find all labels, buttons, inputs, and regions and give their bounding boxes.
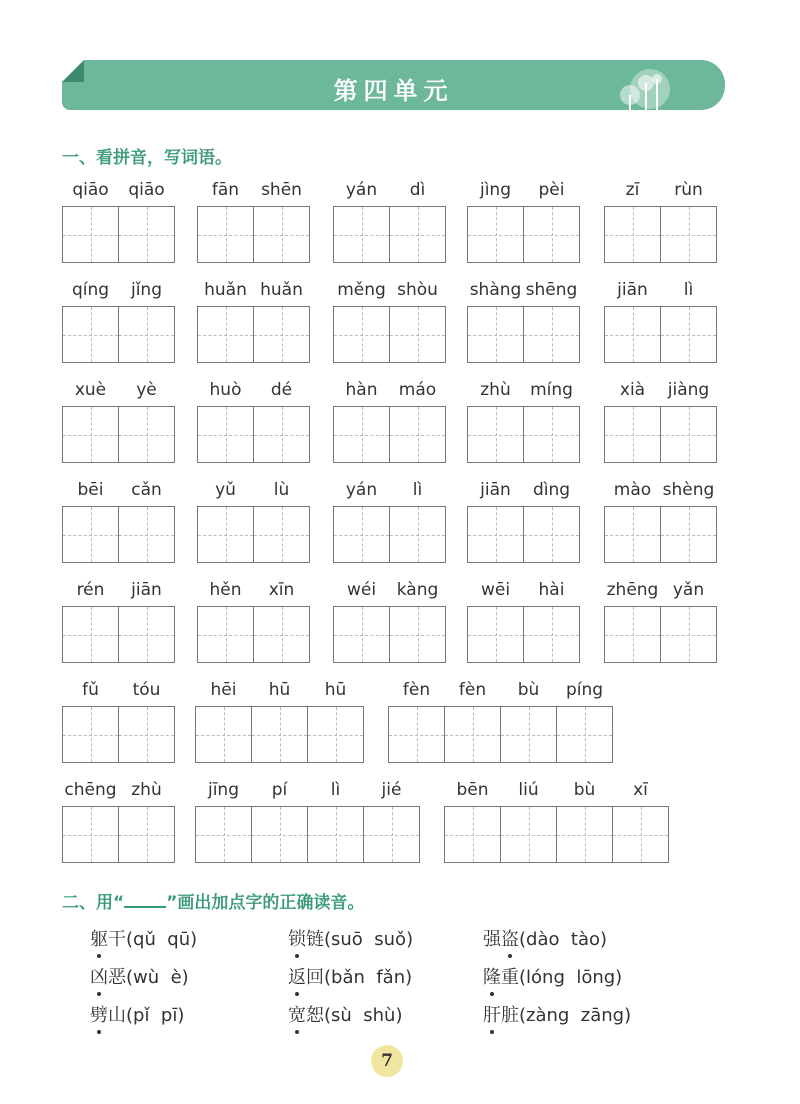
pinyin-syllable: zī xyxy=(625,180,640,200)
writing-boxes xyxy=(62,706,174,763)
plain-character: 山 xyxy=(108,1005,126,1026)
pinyin-syllable: jiàng xyxy=(667,380,710,400)
writing-boxes xyxy=(333,606,445,663)
writing-cell[interactable] xyxy=(62,306,119,363)
pinyin-syllable: mào xyxy=(613,480,652,500)
writing-cell[interactable] xyxy=(253,206,310,263)
writing-boxes xyxy=(604,306,716,363)
pinyin-syllable: qíng xyxy=(71,280,110,300)
writing-cell[interactable] xyxy=(500,706,557,763)
writing-cell[interactable] xyxy=(444,806,501,863)
dotted-character: 返 xyxy=(288,963,306,989)
dotted-character: 劈 xyxy=(90,1001,108,1027)
pinyin-syllable: dé xyxy=(270,380,293,400)
pinyin-syllable: chēng xyxy=(64,780,117,800)
writing-cell[interactable] xyxy=(523,506,580,563)
pinyin-syllable: rén xyxy=(76,580,105,600)
writing-cell[interactable] xyxy=(197,606,254,663)
writing-cell[interactable] xyxy=(253,406,310,463)
pinyin-syllable: jīng xyxy=(207,780,239,800)
writing-boxes xyxy=(467,606,579,663)
pinyin-syllable: fǔ xyxy=(82,680,99,700)
pinyin-syllable: zhù xyxy=(131,780,162,800)
pinyin-syllable: qiāo xyxy=(128,180,165,200)
writing-cell[interactable] xyxy=(467,306,524,363)
plain-character: 强 xyxy=(483,929,501,950)
writing-cell[interactable] xyxy=(333,506,390,563)
pinyin-syllable: fèn xyxy=(402,680,431,700)
writing-cell[interactable] xyxy=(467,606,524,663)
pinyin-syllable: rùn xyxy=(674,180,703,200)
writing-cell[interactable] xyxy=(62,206,119,263)
pinyin-syllable: kàng xyxy=(396,580,439,600)
plain-character: 重 xyxy=(501,967,519,988)
pinyin-syllable: dì xyxy=(409,180,426,200)
pinyin-syllable: bēn xyxy=(456,780,489,800)
pinyin-syllable: huǎn xyxy=(260,280,303,300)
writing-cell[interactable] xyxy=(118,206,175,263)
banner-fold xyxy=(62,60,84,82)
pinyin-syllable: shēn xyxy=(261,180,302,200)
writing-boxes xyxy=(467,206,579,263)
pinyin-syllable: zhù xyxy=(480,380,511,400)
pinyin-syllable: píng xyxy=(565,680,604,700)
writing-cell[interactable] xyxy=(389,606,446,663)
writing-cell[interactable] xyxy=(197,306,254,363)
writing-cell[interactable] xyxy=(118,806,175,863)
writing-boxes xyxy=(195,706,363,763)
pinyin-options[interactable]: (qǔ qū) xyxy=(126,929,198,950)
pinyin-syllable: pèi xyxy=(538,180,565,200)
section2-title xyxy=(62,888,364,913)
writing-boxes xyxy=(604,606,716,663)
writing-cell[interactable] xyxy=(604,406,661,463)
writing-cell[interactable] xyxy=(523,406,580,463)
writing-cell[interactable] xyxy=(197,406,254,463)
writing-cell[interactable] xyxy=(389,406,446,463)
pinyin-syllable: lì xyxy=(412,480,423,500)
pinyin-syllable: jìng xyxy=(479,180,511,200)
page-number: 7 xyxy=(371,1045,403,1077)
writing-cell[interactable] xyxy=(523,306,580,363)
writing-cell[interactable] xyxy=(389,306,446,363)
pinyin-syllable: lì xyxy=(330,780,341,800)
pinyin-syllable: máo xyxy=(398,380,437,400)
writing-cell[interactable] xyxy=(251,706,308,763)
dotted-character: 凶 xyxy=(90,963,108,989)
pinyin-syllable: hū xyxy=(268,680,291,700)
underline-sample xyxy=(124,894,166,908)
pinyin-options[interactable]: (pǐ pī) xyxy=(126,1005,185,1026)
writing-cell[interactable] xyxy=(118,606,175,663)
pinyin-syllable: shèng xyxy=(662,480,715,500)
writing-cell[interactable] xyxy=(444,706,501,763)
writing-boxes xyxy=(62,506,174,563)
writing-cell[interactable] xyxy=(62,806,119,863)
writing-cell[interactable] xyxy=(388,706,445,763)
pinyin-syllable: shēng xyxy=(525,280,578,300)
pinyin-syllable: jié xyxy=(381,780,402,800)
writing-boxes xyxy=(333,406,445,463)
unit-title: 第四单元 xyxy=(333,77,454,105)
pinyin-syllable: hěn xyxy=(209,580,242,600)
pinyin-syllable: wéi xyxy=(346,580,377,600)
pinyin-syllable: yán xyxy=(345,180,378,200)
writing-cell[interactable] xyxy=(251,806,308,863)
writing-boxes xyxy=(467,406,579,463)
writing-cell[interactable] xyxy=(604,206,661,263)
writing-boxes xyxy=(467,506,579,563)
writing-cell[interactable] xyxy=(389,506,446,563)
writing-cell[interactable] xyxy=(500,806,557,863)
pinyin-syllable: hēi xyxy=(210,680,237,700)
writing-boxes xyxy=(197,606,309,663)
pinyin-syllable: lì xyxy=(683,280,694,300)
writing-boxes xyxy=(197,306,309,363)
writing-cell[interactable] xyxy=(389,206,446,263)
plain-character: 干 xyxy=(108,929,126,950)
writing-cell[interactable] xyxy=(307,706,364,763)
dotted-character: 隆 xyxy=(483,963,501,989)
pinyin-syllable: lù xyxy=(273,480,290,500)
pinyin-syllable: shàng xyxy=(469,280,522,300)
writing-cell[interactable] xyxy=(660,506,717,563)
pinyin-syllable: fān xyxy=(211,180,240,200)
tree-decoration-icon xyxy=(610,65,670,115)
writing-cell[interactable] xyxy=(118,506,175,563)
pinyin-syllable: dìng xyxy=(532,480,571,500)
writing-cell[interactable] xyxy=(556,806,613,863)
reading-choice-item xyxy=(90,1001,184,1027)
pinyin-syllable: hàn xyxy=(345,380,378,400)
pinyin-syllable: jiān xyxy=(617,280,648,300)
writing-cell[interactable] xyxy=(62,506,119,563)
writing-boxes xyxy=(197,406,309,463)
writing-cell[interactable] xyxy=(118,406,175,463)
writing-cell[interactable] xyxy=(62,406,119,463)
pinyin-syllable: liú xyxy=(518,780,539,800)
writing-boxes xyxy=(62,306,174,363)
pinyin-syllable: bù xyxy=(517,680,540,700)
writing-boxes xyxy=(388,706,612,763)
writing-boxes xyxy=(333,306,445,363)
pinyin-syllable: jiān xyxy=(480,480,511,500)
dotted-character: 肝 xyxy=(483,1001,501,1027)
writing-cell[interactable] xyxy=(604,606,661,663)
writing-cell[interactable] xyxy=(660,306,717,363)
writing-cell[interactable] xyxy=(307,806,364,863)
writing-cell[interactable] xyxy=(467,406,524,463)
pinyin-syllable: huǎn xyxy=(204,280,247,300)
plain-character: 恶 xyxy=(108,967,126,988)
pinyin-syllable: tóu xyxy=(132,680,161,700)
reading-choice-item xyxy=(288,1001,402,1027)
plain-character: 回 xyxy=(306,967,324,988)
writing-boxes xyxy=(62,206,174,263)
writing-cell[interactable] xyxy=(333,206,390,263)
writing-boxes xyxy=(604,506,716,563)
writing-boxes xyxy=(197,506,309,563)
writing-cell[interactable] xyxy=(253,606,310,663)
writing-cell[interactable] xyxy=(253,506,310,563)
plain-character: 链 xyxy=(306,929,324,950)
writing-cell[interactable] xyxy=(556,706,613,763)
pinyin-syllable: shòu xyxy=(397,280,438,300)
writing-cell[interactable] xyxy=(523,206,580,263)
pinyin-options[interactable]: (wù è) xyxy=(126,967,189,988)
pinyin-syllable: bēi xyxy=(77,480,104,500)
pinyin-options[interactable]: (bǎn fǎn) xyxy=(324,967,413,988)
section2-title-end: ”画出加点字的正确读音。 xyxy=(166,893,365,913)
section2-title-start: 二、用“ xyxy=(62,893,125,913)
pinyin-syllable: qiāo xyxy=(72,180,109,200)
pinyin-options[interactable]: (suō suǒ) xyxy=(324,929,414,950)
writing-boxes xyxy=(62,806,174,863)
reading-choice-item xyxy=(90,925,197,951)
pinyin-syllable: měng xyxy=(337,280,386,300)
reading-choice-item xyxy=(483,963,622,989)
writing-cell[interactable] xyxy=(660,406,717,463)
writing-cell[interactable] xyxy=(604,306,661,363)
writing-cell[interactable] xyxy=(197,206,254,263)
writing-boxes xyxy=(333,206,445,263)
writing-cell[interactable] xyxy=(118,706,175,763)
pinyin-options[interactable]: (zàng zāng) xyxy=(519,1005,632,1026)
writing-cell[interactable] xyxy=(195,806,252,863)
pinyin-syllable: xīn xyxy=(268,580,295,600)
plain-character: 脏 xyxy=(501,1005,519,1026)
writing-cell[interactable] xyxy=(118,306,175,363)
pinyin-syllable: jiān xyxy=(131,580,162,600)
pinyin-syllable: yǔ xyxy=(215,480,236,500)
pinyin-syllable: hài xyxy=(538,580,565,600)
pinyin-syllable: yán xyxy=(345,480,378,500)
reading-choice-item xyxy=(288,925,413,951)
pinyin-syllable: xī xyxy=(633,780,648,800)
writing-cell[interactable] xyxy=(62,706,119,763)
writing-boxes xyxy=(195,806,419,863)
writing-cell[interactable] xyxy=(612,806,669,863)
reading-choice-item xyxy=(483,925,607,951)
reading-choice-item xyxy=(483,1001,631,1027)
writing-boxes xyxy=(62,606,174,663)
reading-choice-item xyxy=(90,963,189,989)
writing-boxes xyxy=(444,806,668,863)
plain-character: 恕 xyxy=(306,1005,324,1026)
reading-choice-item xyxy=(288,963,412,989)
pinyin-syllable: fèn xyxy=(458,680,487,700)
writing-boxes xyxy=(604,206,716,263)
writing-cell[interactable] xyxy=(195,706,252,763)
dotted-character: 盗 xyxy=(501,925,519,951)
writing-boxes xyxy=(333,506,445,563)
pinyin-syllable: bù xyxy=(573,780,596,800)
writing-boxes xyxy=(62,406,174,463)
pinyin-syllable: huò xyxy=(209,380,242,400)
writing-cell[interactable] xyxy=(333,406,390,463)
writing-cell[interactable] xyxy=(523,606,580,663)
writing-cell[interactable] xyxy=(363,806,420,863)
pinyin-syllable: yǎn xyxy=(672,580,705,600)
writing-cell[interactable] xyxy=(467,506,524,563)
pinyin-syllable: zhēng xyxy=(606,580,659,600)
pinyin-options[interactable]: (lóng lōng) xyxy=(519,967,623,988)
dotted-character: 锁 xyxy=(288,925,306,951)
pinyin-options[interactable]: (dào tào) xyxy=(519,929,608,950)
dotted-character: 躯 xyxy=(90,925,108,951)
pinyin-syllable: hū xyxy=(324,680,347,700)
writing-cell[interactable] xyxy=(660,606,717,663)
pinyin-syllable: yè xyxy=(136,380,157,400)
writing-boxes xyxy=(197,206,309,263)
writing-cell[interactable] xyxy=(62,606,119,663)
writing-boxes xyxy=(604,406,716,463)
writing-cell[interactable] xyxy=(333,606,390,663)
pinyin-syllable: wēi xyxy=(480,580,511,600)
pinyin-syllable: míng xyxy=(530,380,573,400)
pinyin-options[interactable]: (sù shù) xyxy=(324,1005,403,1026)
writing-cell[interactable] xyxy=(253,306,310,363)
writing-cell[interactable] xyxy=(197,506,254,563)
pinyin-syllable: cǎn xyxy=(131,480,162,500)
pinyin-syllable: jǐng xyxy=(130,280,162,300)
pinyin-syllable: pí xyxy=(271,780,288,800)
writing-boxes xyxy=(467,306,579,363)
pinyin-syllable: xià xyxy=(619,380,646,400)
dotted-character: 宽 xyxy=(288,1001,306,1027)
section1-title: 一、看拼音，写词语。 xyxy=(62,148,232,168)
pinyin-syllable: xuè xyxy=(74,380,107,400)
writing-cell[interactable] xyxy=(333,306,390,363)
writing-cell[interactable] xyxy=(660,206,717,263)
writing-cell[interactable] xyxy=(604,506,661,563)
writing-cell[interactable] xyxy=(467,206,524,263)
